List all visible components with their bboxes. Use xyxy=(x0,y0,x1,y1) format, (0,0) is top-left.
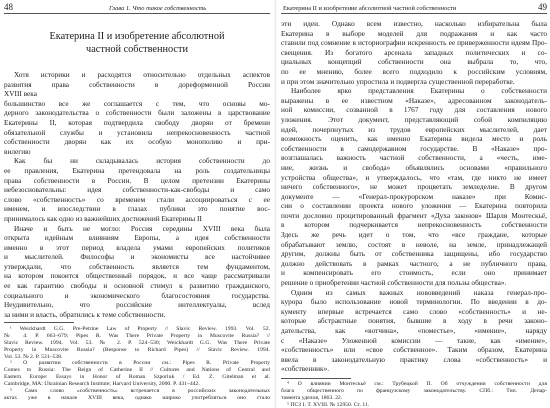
body-line: Как бы ни складывалась история собственности до xyxy=(14,156,270,166)
body-line: вилегию xyxy=(4,146,31,156)
section-title-line: Екатерина II и изобретение абсолютной xyxy=(49,31,225,42)
body-line: обязательной службы и установила непрекосновенность частной xyxy=(4,127,270,137)
body-line: ставили под сомнение в историографии искренность ее приверженности идеям Про- xyxy=(281,38,547,48)
body-line: Иначе и быть не могло: Россия середины XVIII века была xyxy=(14,223,270,233)
footnote-line: № 4. P. 663–679; Pipes R. Was There Private Property in Muscovite Russia? // xyxy=(4,332,270,339)
right-page-number: 49 xyxy=(538,2,547,12)
body-line: по ее мнению, более всего подходило к российским условиям, xyxy=(281,66,547,76)
left-footnotes xyxy=(4,326,270,402)
body-line: слово «собственность» со временем стали ассоциироваться с ее xyxy=(4,194,270,204)
left-running-title: Глава 1. Что такое собственность xyxy=(109,5,207,12)
body-line: Екатерины II, которая подтвердила свободу дворян от бремени xyxy=(4,117,270,127)
footnote-line: актах уже в начале XVIII века, однако широко употребляться оно стало xyxy=(4,394,270,401)
body-line: ничего собственного», не может процветать земледелие. В другом xyxy=(281,182,547,192)
body-line: циальных концепций собственности она выбрала то, что, xyxy=(281,57,547,67)
body-line: устройства общества», и утверждалось, что «там, где никто не имеет xyxy=(281,172,547,182)
footnote-line: Property in Muscovite Russia? (Response to Richard Pipes) // Slavic Review. 1994. xyxy=(4,346,270,353)
right-body-text xyxy=(281,19,547,374)
body-line: и мыслителей. Философы и экономисты все настойчивее xyxy=(4,252,270,262)
body-line: дерного законодательства о собственности были заложены в царствование xyxy=(4,108,270,118)
body-line: дательства, как «вотчина», «поместье», «имение», наряду xyxy=(281,326,547,335)
section-title-line: частной собственности xyxy=(86,44,188,55)
body-line: возможность оценить, как именно Екатерина видела место и роль xyxy=(281,134,547,144)
body-line: свещения. Из богатого арсенала западных политических и со- xyxy=(281,47,547,57)
body-line: обрабатывают землю, состоят в неволе, на земле, принадлежащей xyxy=(281,239,547,249)
body-line: именно в этот период владела умами европейских политиков xyxy=(4,242,270,252)
left-body-text xyxy=(4,70,270,319)
left-page-number: 48 xyxy=(4,2,13,12)
body-line: другим, должны быть от собственника защищены, ибо государство xyxy=(281,249,547,259)
body-line: ввела в законодательную практику слова «собственность» и xyxy=(281,354,547,364)
body-line: Одним из самых важных нововведений наказа генерал-про- xyxy=(291,287,547,297)
body-line: Хотя историки и расходятся относительно отдельных аспектов xyxy=(14,70,270,79)
body-line: почти дословно процитированный фрагмент «Духа законов» Шарля Монтескьё, xyxy=(281,210,547,220)
footnote-separator xyxy=(4,322,74,323)
body-line: открыта идейным влияниям Европы, а идея собственности xyxy=(4,233,270,243)
body-line: Екатерина в выборе моделей для подражания и как часто xyxy=(281,28,547,38)
footnote-line: Cambridge, MA: Ukrainian Research Institute; Harvard University, 2000. P. 431–442. xyxy=(4,381,200,388)
body-line: именем, и впоследствии в глазах публики это понятие вос- xyxy=(4,204,270,214)
body-line: Наиболее ярко представления Екатерины о собственности xyxy=(291,86,547,96)
right-footnotes xyxy=(281,381,547,408)
footnote-line: блага общественного по французскому законодательству. СПб.: Тип. Депар- xyxy=(281,387,547,394)
body-line: ной комиссии, созванной в 1767 году для составления нового xyxy=(281,105,547,115)
footnote-line: Comes to Russia: The Reign of Catherine II // Cultures and Nations of Central and xyxy=(4,367,270,374)
body-line: уложения. Этот документ, представляющий собой компиляцию xyxy=(281,114,547,124)
body-line: решение о приобретении частной собственности для пользы общества». xyxy=(281,278,507,288)
body-line: Неудивительно, что российские интеллектуалы, вслед xyxy=(4,300,270,310)
body-line: сии о составлении проекта нового уложения — Екатерина повторила xyxy=(281,201,547,211)
footnote-line: Slavic Review. 1994. Vol. 53. № 2. P. 524–530; Weickhardt G.G. Was There Private xyxy=(4,339,270,346)
body-line: в котором подчеркивается непрекосновенность собственности xyxy=(281,220,547,230)
left-running-header xyxy=(4,4,270,14)
footnote-line: ² О развитии собственности в России см.: Pipes R. Private Property xyxy=(10,360,270,367)
body-line: выражены в ее известном «Наказе», адресованном законодатель- xyxy=(281,95,547,105)
body-line: за ними и власть, обратились к теме собственности. xyxy=(4,309,166,319)
right-running-title: Екатерина II и изобретение абсолютной частной собственности xyxy=(283,5,457,12)
body-line: ее правления, Екатерина претендовала на роль создательницы xyxy=(4,165,270,175)
body-line: которые абстрактные понятия, бывшие в ходу в речи законо- xyxy=(281,316,547,326)
body-line: небезосновательны: идея собственности-как-свободы и само xyxy=(4,185,270,195)
body-line: ние, жизнь и свобода» объявлялись основами «правильного xyxy=(281,162,547,172)
body-line: на котором покоится общественный порядок, и все чаще рассматривали xyxy=(4,271,270,281)
right-page xyxy=(281,0,547,408)
body-line: идей, почерпнутых из трудов европейских мыслителей, дает xyxy=(281,124,547,134)
body-line: принималось как одно из важнейших достижений Екатерины II xyxy=(4,213,202,223)
body-line: права собственности в России. В целом претензии Екатерины xyxy=(4,175,270,185)
body-line: с «Наказе» Уложенной комиссии — такие, как «имение», xyxy=(281,335,547,345)
body-line: и при этом значительно упростила и подвергла существенной переработке. xyxy=(281,76,515,86)
body-line: кументу впервые встречается само слово «собственность» и не- xyxy=(281,306,547,316)
body-line: большинство все же соглашается с тем, что основы мо- xyxy=(4,98,270,108)
footnote-line: ³ Само слово «собственность» встречается в российских законодательных xyxy=(10,388,270,395)
body-line: собственности в самодержавном государстве. В «Наказе» про- xyxy=(281,143,547,153)
body-line: и компенсировать его стоимость, если оно принимает xyxy=(281,268,547,278)
footnote-line: ¹ Weickhardt G.G. Pre-Petrine Law of Property // Slavic Review. 1993. Vol. 52. xyxy=(10,326,270,332)
section-title xyxy=(4,30,270,56)
body-line: возглашалась важность частной собственности, а «честь, име- xyxy=(281,153,547,163)
left-page xyxy=(4,0,270,408)
footnote-line: Vol. 53. № 2. P. 531–538. xyxy=(4,353,63,360)
footnote-line: ⁵ ПСЗ I. Т. XVIII. № 12950. Ст. 11. xyxy=(287,401,370,408)
body-line: документе — «Генерал-прокурорском наказе» при Комис- xyxy=(281,191,547,201)
right-running-header xyxy=(281,4,547,14)
body-line: Здесь же речь идет о том, что «все граждане, которые xyxy=(281,230,547,240)
body-line: XVIII века xyxy=(4,89,37,99)
footnote-line: Eastern Europe: Essays in Honor of Roman Szporluk / Ed. Z. Gitelman et al. xyxy=(4,374,270,381)
footnote-line: тамента уделов, 1863. 22. xyxy=(281,394,343,401)
footnote-line: ⁴ О влиянии Монтескьё см.: Трубецкой П. Об отчуждении собственности для xyxy=(287,381,547,387)
body-line: собственности дворян как их особую монополию и при- xyxy=(4,137,270,147)
body-line: социального и экономического благосостояния государства. xyxy=(4,290,270,300)
book-gutter xyxy=(274,0,277,408)
body-line: «собственник». xyxy=(281,364,330,374)
footnote-separator xyxy=(281,378,351,379)
body-line: утверждали, что собственность является тем фундаментом, xyxy=(4,261,270,271)
body-line: курора было использование новой терминологии. По введении в до- xyxy=(281,297,547,307)
body-line: ее как гарантию свободы и основной стимул к развитию гражданского, xyxy=(4,281,270,291)
body-line: должно действовать в рамках частного, а не публичного права, xyxy=(281,258,547,268)
body-line: «собственность» или «свое собственное». Таким образом, Екатерина xyxy=(281,345,547,355)
body-line: эти идеи. Однако всем известно, насколько избирательна была xyxy=(281,19,547,28)
body-line: развития права собственности в дореформенной России xyxy=(4,79,270,89)
